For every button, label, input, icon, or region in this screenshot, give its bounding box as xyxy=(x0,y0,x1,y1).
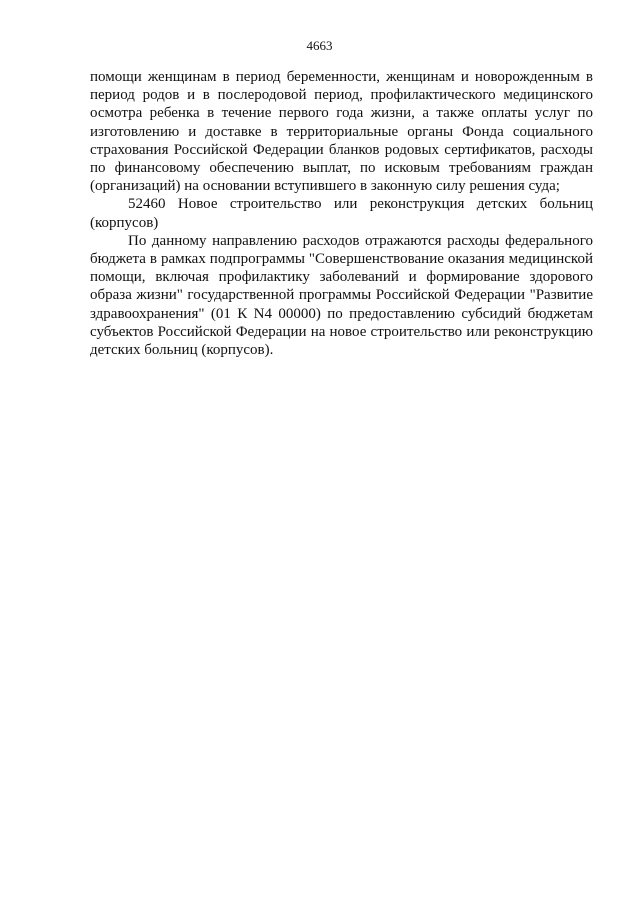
page-number: 4663 xyxy=(306,38,333,53)
paragraph-section-heading: 52460 Новое строительство или реконструкция детских больниц (корпусов) xyxy=(90,196,593,231)
paragraph-continuation: помощи женщинам в период беременности, женщинам и новорожденным в период родов и в послеродовой период, профилактического медицинского осмотра ребенка в течение первого года жизни, а также оплаты услуг по изготовлению и доставке в территориальные органы Фонда социального страхования Российской Федерации бланков родовых сертификатов, расходы по финансовому обеспечению выплат, по исковым требованиям граждан (организаций) на основании вступившего в законную силу решения суда; xyxy=(90,69,593,195)
document-body xyxy=(90,68,593,359)
paragraph-description: По данному направлению расходов отражаются расходы федерального бюджета в рамках подпрограммы "Совершенствование оказания медицинской помощи, включая профилактику заболеваний и формирование здорового образа жизни" государственной программы Российской Федерации "Развитие здравоохранения" (01 К N4 00000) по предоставлению субсидий бюджетам субъектов Российской Федерации на новое строительство или реконструкцию детских больниц (корпусов). xyxy=(90,232,593,359)
